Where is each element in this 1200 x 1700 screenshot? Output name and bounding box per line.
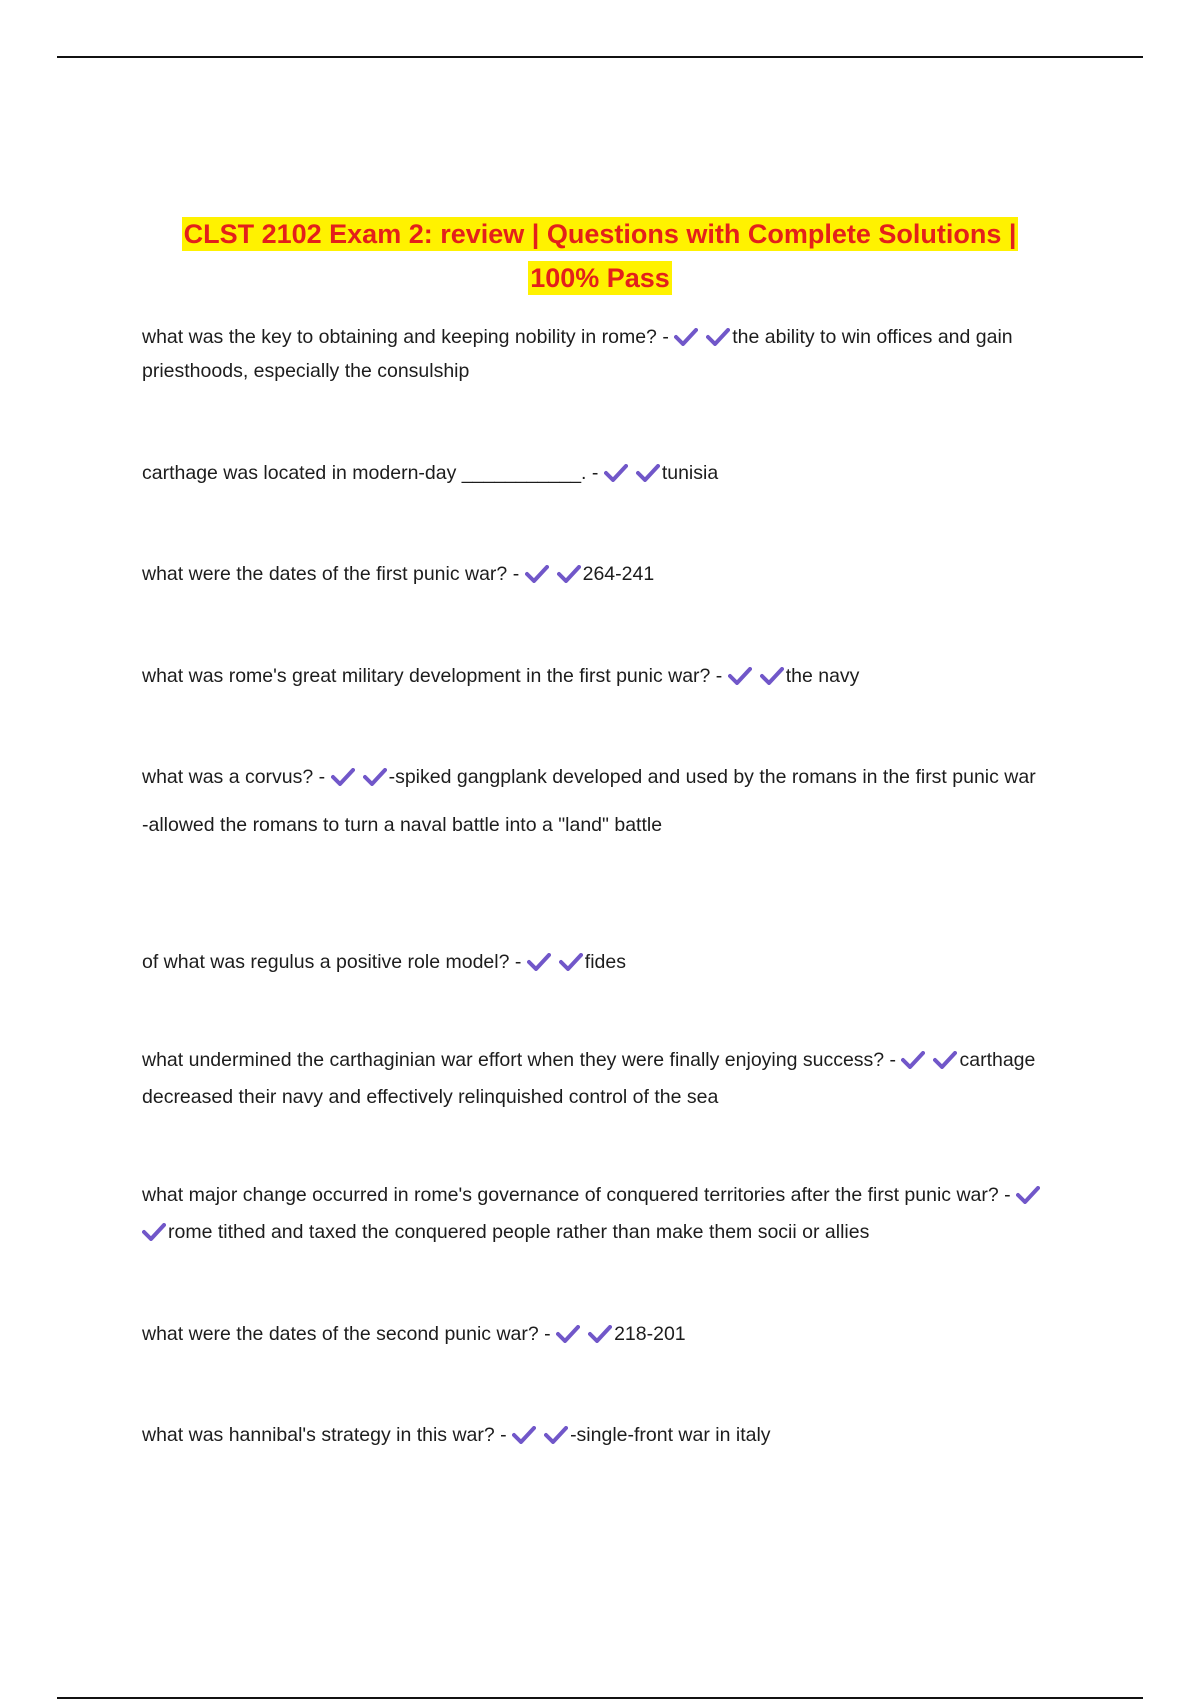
answer-text: the ability to win offices and gain priesthoods, especially the consulship	[142, 326, 1013, 382]
footer-rule	[57, 1697, 1143, 1699]
answer-text: -single-front war in italy	[570, 1424, 771, 1446]
answer-text: the navy	[785, 665, 860, 687]
checkmark-icon	[556, 1325, 580, 1343]
qa-item-6	[142, 945, 1062, 979]
checkmark-icon	[674, 328, 698, 346]
checkmark-icon	[527, 953, 551, 971]
checkmark-icon	[760, 667, 784, 685]
qa-item-10	[142, 1418, 1062, 1452]
qa-paragraph	[142, 456, 1062, 490]
checkmark-icon	[604, 464, 628, 482]
checkmark-icon	[544, 1426, 568, 1444]
qa-paragraph	[142, 760, 1062, 794]
checkmark-icon	[636, 464, 660, 482]
checkmark-icon	[901, 1051, 925, 1069]
qa-item-5	[142, 760, 1062, 842]
qa-item-8	[142, 1177, 1062, 1251]
qa-paragraph	[142, 1418, 1062, 1452]
qa-item-2	[142, 456, 1062, 490]
checkmark-icon	[557, 565, 581, 583]
checkmark-icon	[142, 1223, 166, 1241]
question-text: what major change occurred in rome's governance of conquered territories after the first punic war? -	[142, 1184, 1017, 1206]
checkmark-icon	[1016, 1186, 1040, 1204]
qa-paragraph	[142, 557, 1062, 591]
question-text: what undermined the carthaginian war effort when they were finally enjoying success? -	[142, 1049, 902, 1071]
header-rule	[57, 56, 1143, 58]
checkmark-icon	[559, 953, 583, 971]
checkmark-icon	[512, 1426, 536, 1444]
qa-item-3	[142, 557, 1062, 591]
qa-paragraph	[142, 1317, 1062, 1351]
answer-text: -spiked gangplank developed and used by the romans in the first punic war	[388, 766, 1036, 788]
checkmark-icon	[331, 768, 355, 786]
question-text: what was the key to obtaining and keeping nobility in rome? -	[142, 326, 675, 348]
qa-paragraph	[142, 320, 1062, 388]
title-line-2: 100% Pass	[530, 263, 670, 293]
qa-item-1	[142, 320, 1062, 388]
question-text: what were the dates of the second punic war? -	[142, 1323, 557, 1345]
answer-text: rome tithed and taxed the conquered people rather than make them socii or allies	[168, 1221, 870, 1243]
qa-paragraph	[142, 945, 1062, 979]
qa-paragraph	[142, 659, 1062, 693]
question-text: what was hannibal's strategy in this war? -	[142, 1424, 513, 1446]
qa-paragraph	[142, 1177, 1062, 1251]
checkmark-icon	[363, 768, 387, 786]
answer-text: 218-201	[614, 1323, 686, 1345]
checkmark-icon	[588, 1325, 612, 1343]
checkmark-icon	[525, 565, 549, 583]
qa-item-9	[142, 1317, 1062, 1351]
question-text: what was rome's great military development in the first punic war? -	[142, 665, 728, 687]
title-line-1: CLST 2102 Exam 2: review | Questions with Complete Solutions |	[183, 219, 1017, 249]
checkmark-icon	[933, 1051, 957, 1069]
question-text: carthage was located in modern-day ___________. -	[142, 462, 604, 484]
qa-paragraph	[142, 1042, 1062, 1116]
question-text: what was a corvus? -	[142, 766, 331, 788]
answer-text: carthage decreased their navy and effectively relinquished control of the sea	[142, 1049, 1036, 1108]
checkmark-icon	[728, 667, 752, 685]
answer-text: 264-241	[582, 563, 655, 585]
checkmark-icon	[706, 328, 730, 346]
document-title	[130, 212, 1070, 300]
question-text: what were the dates of the first punic war? -	[142, 563, 525, 585]
answer-text: tunisia	[661, 462, 719, 484]
answer-text: fides	[584, 951, 626, 973]
answer-text: -allowed the romans to turn a naval battle into a "land" battle	[142, 814, 663, 836]
qa-item-4	[142, 659, 1062, 693]
question-text: of what was regulus a positive role model? -	[142, 951, 527, 973]
qa-paragraph	[142, 808, 1062, 842]
qa-item-7	[142, 1042, 1062, 1116]
